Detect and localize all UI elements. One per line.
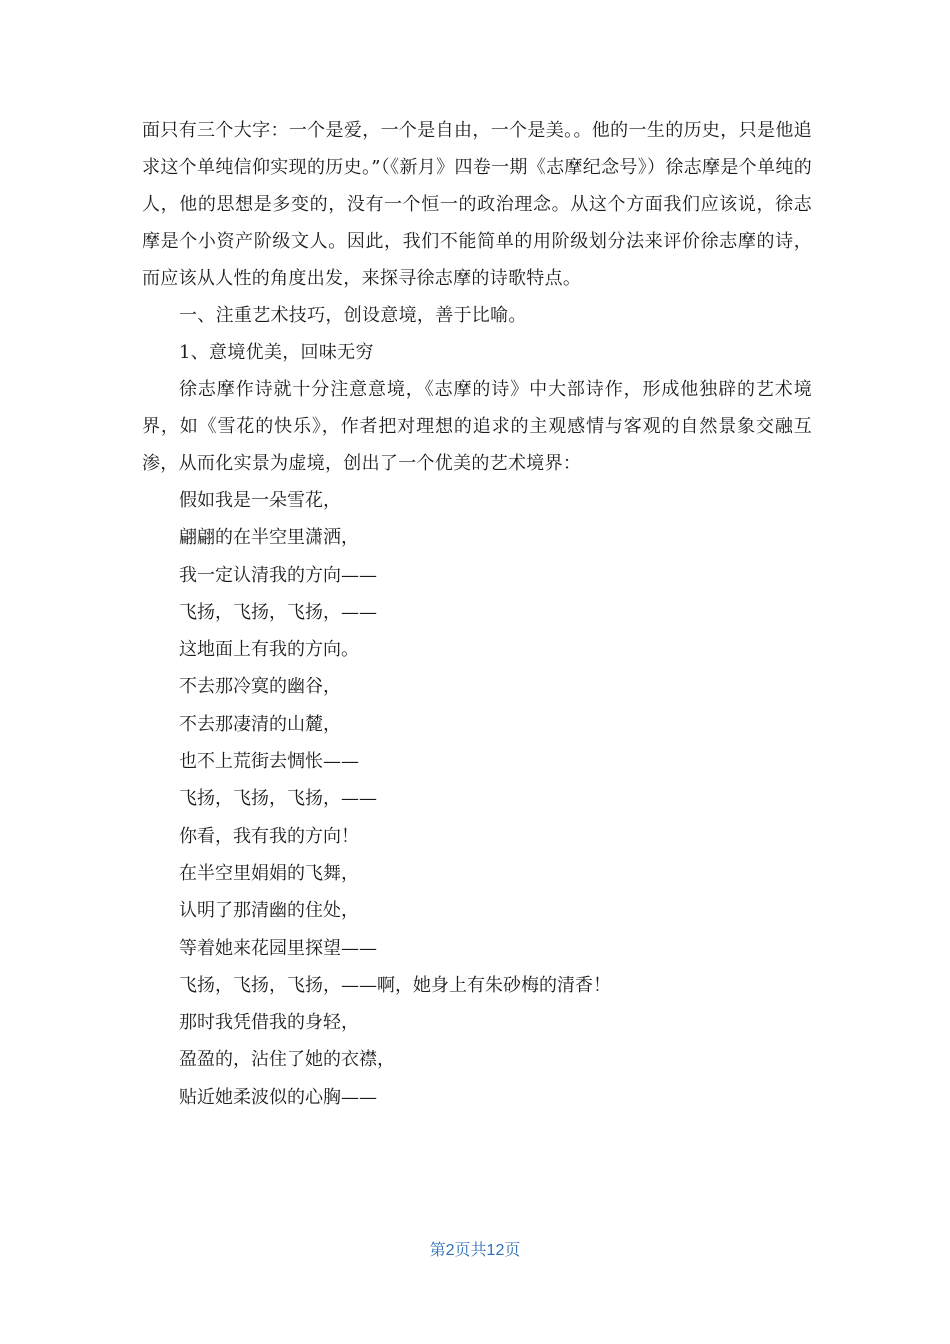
section-heading: 一、注重艺术技巧，创设意境，善于比喻。 xyxy=(179,305,527,326)
poem-line: 飞扬，飞扬，飞扬，—— xyxy=(179,601,377,623)
poem-line: 也不上荒街去惆怅—— xyxy=(179,751,359,773)
poem-line: 翩翩的在半空里潇洒， xyxy=(179,527,359,549)
poem-line: 等着她来花园里探望—— xyxy=(179,937,377,959)
poem-line: 在半空里娟娟的飞舞， xyxy=(179,862,359,884)
subsection-heading: 1、意境优美，回味无穷 xyxy=(179,342,374,363)
document-page xyxy=(142,112,812,1116)
poem-line: 你看，我有我的方向！ xyxy=(179,825,359,847)
paragraph-continuation: 面只有三个大字：一个是爱，一个是自由，一个是美。。他的一生的历史，只是他追求这个单纯信仰实现的历史。”（《新月》四卷一期《志摩纪念号》）徐志摩是个单纯的人，他的思想是多变的，没有一个恒一的政治理念。从这个方面我们应该说，徐志摩是个小资产阶级文人。因此，我们不能简单的用阶级划分法来评价徐志摩的诗，而应该从人性的角度出发，来探寻徐志摩的诗歌特点。 xyxy=(142,120,812,289)
poem-line: 那时我凭借我的身轻， xyxy=(179,1012,359,1034)
poem-line: 假如我是一朵雪花， xyxy=(179,490,341,511)
poem-line: 飞扬，飞扬，飞扬，—— xyxy=(179,788,377,810)
poem-line: 这地面上有我的方向。 xyxy=(179,639,359,661)
poem-line: 不去那冷寞的幽谷， xyxy=(179,676,341,698)
poem-line: 认明了那清幽的住处， xyxy=(179,900,359,922)
poem-block xyxy=(142,482,812,1116)
poem-line: 贴近她柔波似的心胸—— xyxy=(179,1086,377,1108)
page-number-footer: 第2页共12页 xyxy=(429,1242,521,1259)
poem-line: 我一定认清我的方向—— xyxy=(179,564,377,586)
poem-line: 盈盈的，沾住了她的衣襟， xyxy=(179,1049,395,1071)
poem-line: 不去那凄清的山麓， xyxy=(179,713,341,735)
poem-line: 飞扬，飞扬，飞扬，——啊，她身上有朱砂梅的清香！ xyxy=(179,974,611,996)
paragraph-intro-poem: 徐志摩作诗就十分注意意境，《志摩的诗》中大部诗作，形成他独辟的艺术境界，如《雪花的快乐》，作者把对理想的追求的主观感情与客观的自然景象交融互渗，从而化实景为虚境，创出了一个优美的艺术境界： xyxy=(142,379,812,474)
